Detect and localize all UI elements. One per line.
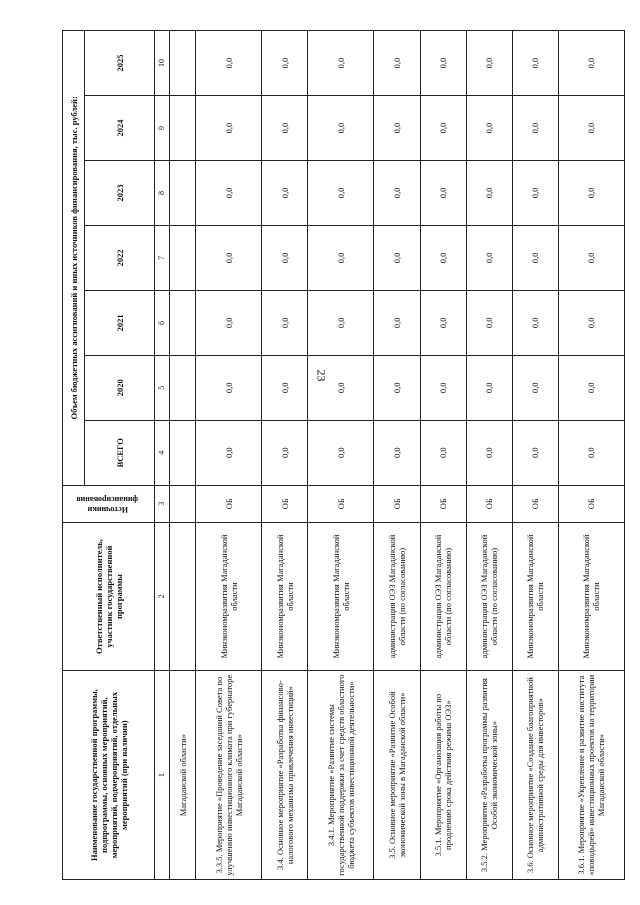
row-source: ОБ [196,485,262,522]
header-total: ВСЕГО [85,420,155,485]
row-value: 0,0 [374,31,420,96]
row-value: 0,0 [512,161,558,226]
row-value: 0,0 [558,420,624,485]
table-row [558,31,624,880]
row-source: ОБ [512,485,558,522]
row-source [170,485,196,522]
row-value: 0,0 [262,355,308,420]
row-responsible: Минэкономразвития Магаданской области [512,522,558,670]
table-row [308,31,374,880]
funding-table [62,30,625,880]
row-responsible: администрация ОЭЗ Магаданской области (по согласованию) [374,522,420,670]
row-value: 0,0 [374,420,420,485]
row-value: 0,0 [558,96,624,161]
header-year: 2024 [85,96,155,161]
row-value: 0,0 [420,225,466,290]
row-value: 0,0 [262,420,308,485]
row-value: 0,0 [558,31,624,96]
row-value: 0,0 [374,96,420,161]
row-value: 0,0 [466,420,512,485]
row-value: 0,0 [262,161,308,226]
row-responsible: Минэкономразвития Магаданской области [308,522,374,670]
row-value: 0,0 [512,96,558,161]
row-value [170,420,196,485]
row-value: 0,0 [196,290,262,355]
header-year: 2025 [85,31,155,96]
row-value: 0,0 [512,420,558,485]
index-cell: 8 [155,161,170,226]
row-value: 0,0 [420,290,466,355]
index-cell: 5 [155,355,170,420]
table-row [196,31,262,880]
row-value: 0,0 [466,355,512,420]
row-value: 0,0 [420,420,466,485]
row-source: ОБ [262,485,308,522]
row-name: 3.5.2. Мероприятие «Разработка программы развития Особой экономической зоны» [466,671,512,880]
page-number: 23 [314,369,329,382]
header-year: 2023 [85,161,155,226]
index-cell: 7 [155,225,170,290]
row-responsible: администрация ОЭЗ Магаданской области (по согласованию) [466,522,512,670]
row-responsible: Минэкономразвития Магаданской области [558,522,624,670]
row-value: 0,0 [374,355,420,420]
header-funding-title: Объем бюджетных ассигнований и иных источников финансирования, тыс. рублей: [63,31,85,486]
row-value: 0,0 [262,290,308,355]
row-responsible: администрация ОЭЗ Магаданской области (по согласованию) [420,522,466,670]
row-value: 0,0 [262,31,308,96]
row-value: 0,0 [196,355,262,420]
header-year: 2020 [85,355,155,420]
row-value [170,225,196,290]
row-value: 0,0 [558,225,624,290]
table-row [420,31,466,880]
index-cell: 10 [155,31,170,96]
row-value: 0,0 [374,225,420,290]
row-value: 0,0 [466,161,512,226]
header-year: 2022 [85,225,155,290]
row-responsible: Минэкономразвития Магаданской области [262,522,308,670]
row-value: 0,0 [308,31,374,96]
row-value: 0,0 [512,355,558,420]
row-value: 0,0 [308,290,374,355]
row-value: 0,0 [196,31,262,96]
header-sources [63,485,155,522]
row-name: 3.3.5. Мероприятие «Проведение заседаний Совета по улучшению инвестиционного климата при губернаторе Магаданской области» [196,671,262,880]
row-value: 0,0 [196,420,262,485]
row-value [170,355,196,420]
header-sources-label: Источники финансирования [76,494,139,514]
row-value: 0,0 [308,96,374,161]
row-value: 0,0 [466,290,512,355]
table-row [170,31,196,880]
rotated-table-wrapper [62,30,625,880]
row-value: 0,0 [262,96,308,161]
row-value: 0,0 [374,290,420,355]
table-row [374,31,420,880]
row-value [170,96,196,161]
row-value: 0,0 [374,161,420,226]
row-value: 0,0 [308,225,374,290]
row-name: 3.5.1. Мероприятие «Организация работы по продлению срока действия режима ОЭЗ» [420,671,466,880]
row-value: 0,0 [558,290,624,355]
row-value: 0,0 [420,31,466,96]
header-name: Наименование государственной программы, подпрограммы, основных мероприятий, мероприятий, подмероприятий, отдельных мероприятий (при наличии) [63,671,155,880]
row-name: 3.4.1. Мероприятие «Развитие системы государственной поддержки за счет средств областного бюджета субъектов инвестиционной деятельности» [308,671,374,880]
table-row [262,31,308,880]
row-value [170,161,196,226]
row-value [170,31,196,96]
row-value: 0,0 [466,225,512,290]
table-body [170,31,625,880]
index-row [155,31,170,880]
index-cell: 3 [155,485,170,522]
row-value: 0,0 [308,420,374,485]
row-value: 0,0 [512,290,558,355]
row-value: 0,0 [308,355,374,420]
index-cell: 4 [155,420,170,485]
row-source: ОБ [420,485,466,522]
header-responsible: Ответственный исполнитель, участник государственной программы [63,522,155,670]
row-responsible: Минэкономразвития Магаданской области [196,522,262,670]
row-name: Магаданской области» [170,671,196,880]
row-value: 0,0 [420,161,466,226]
row-value: 0,0 [512,31,558,96]
row-value: 0,0 [308,161,374,226]
row-name: 3.6. Основное мероприятие «Создание благоприятной административной среды для инвесторов» [512,671,558,880]
index-cell: 6 [155,290,170,355]
row-value: 0,0 [466,96,512,161]
index-cell: 2 [155,522,170,670]
row-value: 0,0 [512,225,558,290]
row-value: 0,0 [420,355,466,420]
row-source: ОБ [308,485,374,522]
row-source: ОБ [558,485,624,522]
row-source: ОБ [466,485,512,522]
header-year: 2021 [85,290,155,355]
table-row [512,31,558,880]
row-value: 0,0 [558,355,624,420]
row-value [170,290,196,355]
row-name: 3.6.1. Мероприятие «Укрепление и развитие института «поводырей» инвестиционных проектов на территории Магаданской области» [558,671,624,880]
row-value: 0,0 [262,225,308,290]
table-row [466,31,512,880]
index-cell: 9 [155,96,170,161]
row-value: 0,0 [420,96,466,161]
row-value: 0,0 [196,161,262,226]
index-cell: 1 [155,671,170,880]
row-responsible [170,522,196,670]
row-value: 0,0 [196,225,262,290]
row-value: 0,0 [558,161,624,226]
row-value: 0,0 [466,31,512,96]
row-value: 0,0 [196,96,262,161]
row-source: ОБ [374,485,420,522]
row-name: 3.5. Основное мероприятие «Развитие Особой экономической зоны в Магаданской области» [374,671,420,880]
row-name: 3.4. Основное мероприятие «Разработка финансово-налогового механизма привлечения инвестиций» [262,671,308,880]
